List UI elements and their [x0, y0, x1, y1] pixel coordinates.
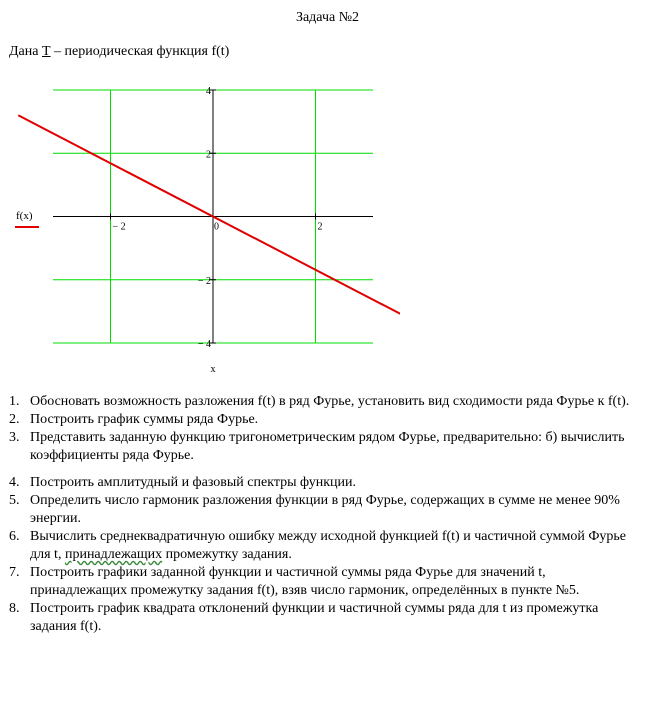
task-text-after: промежутку задания. — [162, 547, 292, 562]
task-item-4 — [0, 474, 655, 492]
task-number: 2. — [9, 412, 20, 427]
task-text-spellcheck-word: принадлежащих — [64, 547, 163, 562]
task-item-3 — [0, 429, 655, 465]
given-rest: – периодическая функция f(t) — [50, 44, 230, 59]
task-item-2 — [0, 411, 655, 429]
task-number: 4. — [9, 475, 20, 490]
y-tick-label: 2 — [206, 149, 211, 161]
y-tick-label: − 4 — [197, 339, 211, 350]
chart-legend-line-sample — [15, 226, 39, 228]
task-number: 5. — [9, 493, 20, 508]
task-number: 8. — [9, 601, 20, 616]
task-item-7 — [0, 564, 655, 600]
given-statement — [9, 44, 229, 60]
task-text: Обосновать возможность разложения f(t) в ряд Фурье, установить вид сходимости ряда Фурье к f(t). — [30, 394, 630, 409]
y-tick-label: − 2 — [197, 275, 211, 287]
chart-svg — [0, 80, 400, 380]
task-number: 1. — [9, 394, 20, 409]
task-title: Задача №2 — [295, 10, 360, 25]
task-text: Построить амплитудный и фазовый спектры функции. — [30, 475, 357, 490]
task-text: Определить число гармоник разложения функции в ряд Фурье, содержащих в сумме не менее 90% энергии. — [30, 493, 620, 526]
task-list — [0, 393, 655, 636]
y-tick-label: 4 — [206, 86, 211, 97]
task-text-before: Вычислить среднеквадратичную ошибку между исходной функцией f(t) и частичной суммой Фурье для t, — [30, 529, 627, 562]
given-period-symbol: Т — [41, 44, 51, 59]
task-text: Построить график суммы ряда Фурье. — [30, 412, 259, 427]
task-number: 3. — [9, 430, 20, 445]
x-tick-label: 2 — [317, 221, 323, 233]
chart-legend-label: f(x) — [16, 210, 33, 222]
x-axis-label: x — [210, 364, 216, 375]
given-prefix: Дана — [9, 44, 42, 59]
task-text: Построить графики заданной функции и частичной суммы ряда Фурье для значений t, принадлежащих промежутку задания f(t), взяв число гармоник, определённых в пункте №5. — [30, 565, 580, 598]
task-item-1 — [0, 393, 655, 411]
task-item-8 — [0, 600, 655, 636]
function-chart — [0, 80, 400, 380]
task-text: Представить заданную функцию тригонометрическим рядом Фурье, предварительно: б) вычислить коэффициенты ряда Фурье. — [30, 430, 625, 463]
task-item-6 — [0, 528, 655, 564]
task-number: 7. — [9, 565, 20, 580]
x-tick-label: 0 — [214, 221, 219, 233]
task-number: 6. — [9, 529, 20, 544]
x-tick-label: − 2 — [112, 221, 126, 233]
task-item-5 — [0, 492, 655, 528]
task-text: Построить график квадрата отклонений функции и частичной суммы ряда для t из промежутка задания f(t). — [30, 601, 599, 634]
